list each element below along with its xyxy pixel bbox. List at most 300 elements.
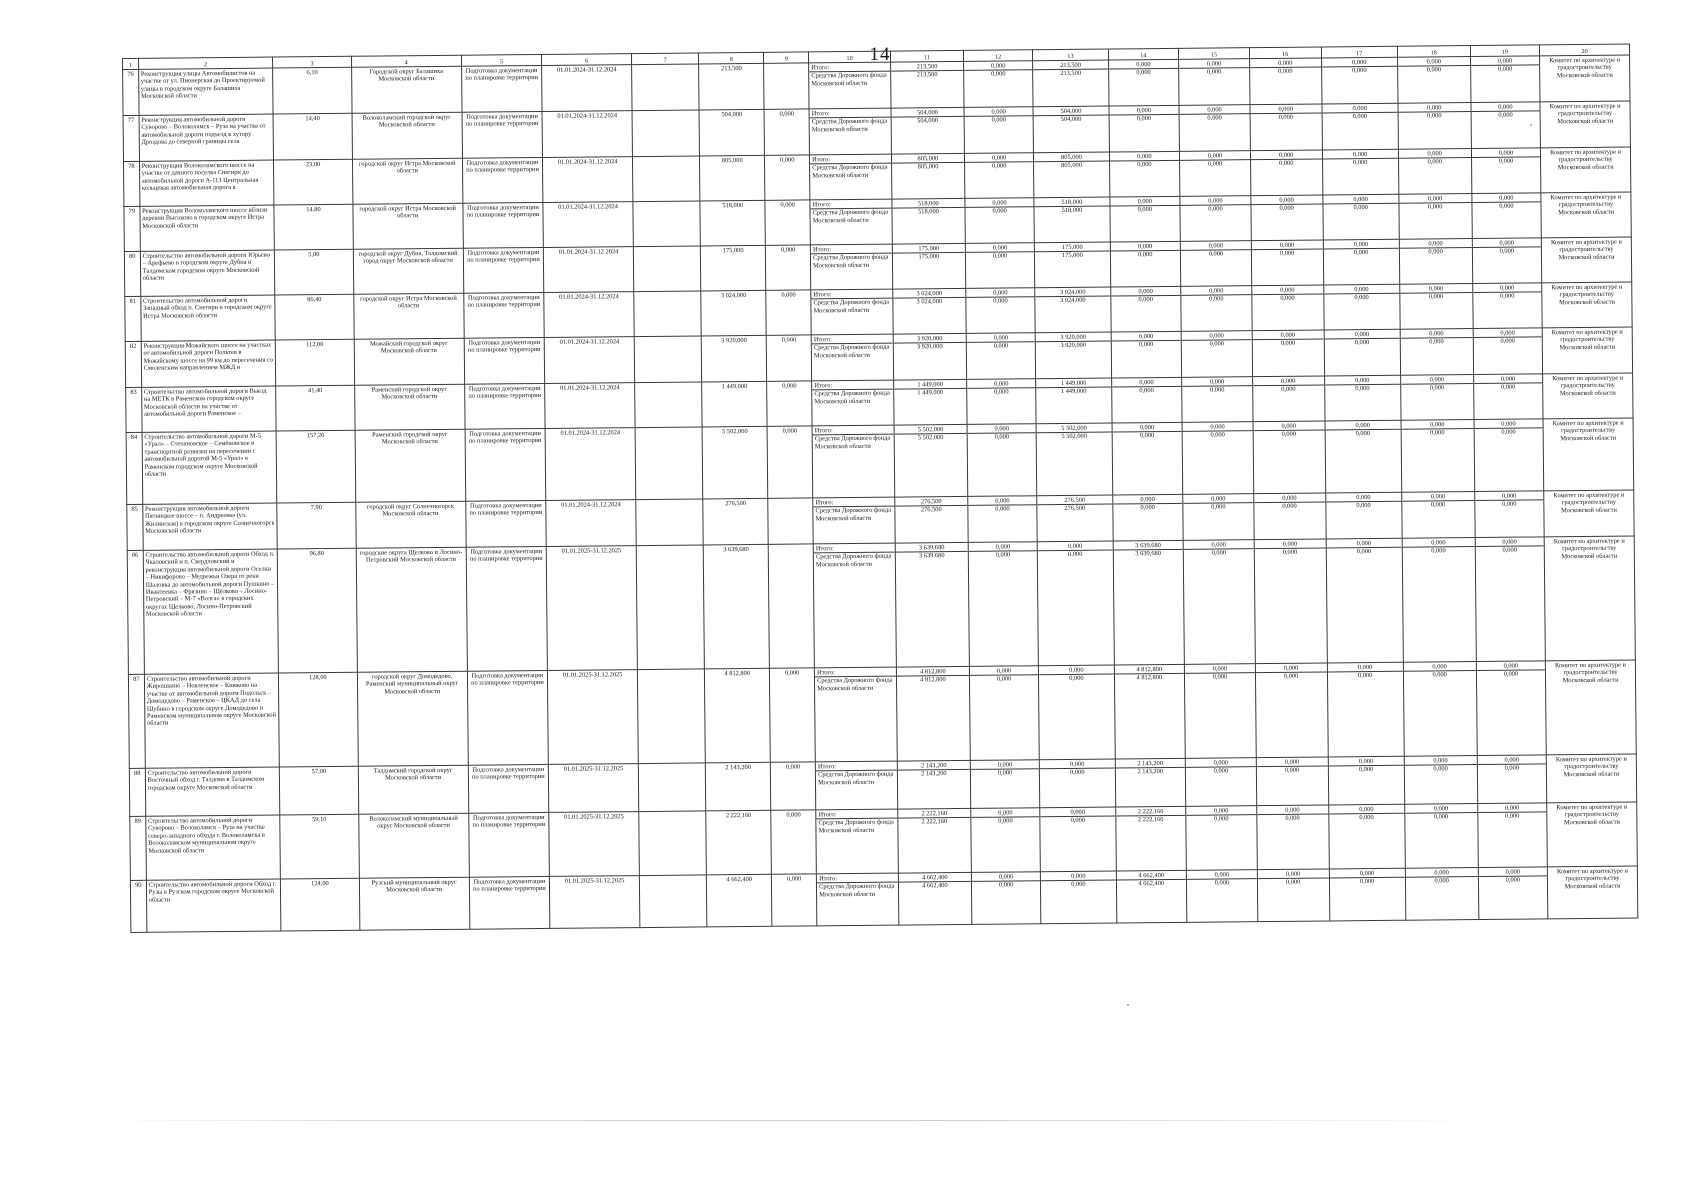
funding-year-cell xyxy=(1254,539,1327,664)
total-value: 0,000 xyxy=(1184,541,1254,550)
cost-col-9 xyxy=(764,63,809,109)
column-number: 15 xyxy=(1179,48,1250,60)
funding-year-cell xyxy=(1039,665,1115,760)
total-value: 0,000 xyxy=(1182,378,1252,387)
executor: Комитет по архитектуре и градостроительству Московской области xyxy=(1547,866,1637,919)
municipality: городские округа Щелково и Лосино-Петровский Московской области xyxy=(356,547,467,672)
row-number: 90 xyxy=(130,880,146,932)
source-value: 0,000 xyxy=(1137,206,1153,214)
source-value: 213,500 xyxy=(1060,70,1082,78)
row-number: 88 xyxy=(129,768,145,816)
stage: Подготовка документации по планировке территории xyxy=(468,764,549,813)
source-value: 0,000 xyxy=(1070,817,1086,825)
executor: Комитет по архитектуре и градостроительству Московской области xyxy=(1542,327,1632,374)
funding-year-cell xyxy=(970,760,1040,809)
funding-year-cell xyxy=(1115,758,1186,807)
total-value: 0,000 xyxy=(1250,105,1321,114)
total-value: 0,000 xyxy=(1112,424,1182,433)
total-value: 0,000 xyxy=(1179,60,1249,69)
total-value: 0,000 xyxy=(1329,806,1404,815)
source-value: 0,000 xyxy=(1500,338,1515,346)
source-value: 0,000 xyxy=(1139,432,1155,440)
funding-year-cell xyxy=(1033,106,1109,153)
source-value: 3 639,680 xyxy=(1135,550,1161,558)
total-value: 0,000 xyxy=(1039,667,1113,676)
municipality: городской округ Домодедово, Раменский муниципальный округ Московской области xyxy=(357,671,468,766)
total-cost: 4 812,800 xyxy=(705,668,771,763)
funding-year-cell xyxy=(964,153,1034,199)
cost-col-9: 0,000 xyxy=(771,810,816,874)
total-value: 0,000 xyxy=(1040,761,1114,770)
funding-year-cell xyxy=(1179,105,1250,152)
total-value: 2 222,160 xyxy=(1116,808,1186,817)
cost-col-9: 0,000 xyxy=(770,668,816,762)
total-value: 0,000 xyxy=(1111,288,1181,297)
source-value: 175,000 xyxy=(918,253,940,261)
project-name: Строительство автомобильной дороги Западный обход п. Снегири в городском округе Истра Московской области xyxy=(140,295,275,341)
funding-year-cell xyxy=(895,496,968,543)
executor: Комитет по архитектуре и градостроительству Московской области xyxy=(1543,373,1633,419)
column-number: 18 xyxy=(1397,46,1470,58)
executor: Комитет по архитектуре и градостроительству Московской области xyxy=(1543,418,1634,491)
total-label: Итого: xyxy=(811,246,892,255)
total-value: 0,000 xyxy=(1477,662,1546,671)
total-cost: 3 024,000 xyxy=(701,290,766,336)
executor: Комитет по архитектуре и градостроительству Московской области xyxy=(1541,147,1631,193)
period: 01.01.2025-31.12.2025 xyxy=(548,670,639,765)
total-value: 0,000 xyxy=(1475,538,1544,547)
stage: Подготовка документации по планировке территории xyxy=(464,337,545,384)
source-value: 0,000 xyxy=(1352,159,1368,167)
source-value: 0,000 xyxy=(1070,769,1085,777)
municipality: Рузский муниципальный округ Московской области xyxy=(359,877,469,930)
source-value: 0,000 xyxy=(1214,815,1229,823)
source-label: Средства Дорожного фонда Московской области xyxy=(815,553,892,569)
source-value: 2 143,200 xyxy=(921,770,947,778)
total-value: 4 662,400 xyxy=(899,874,971,883)
funding-year-cell xyxy=(963,61,1033,108)
source-value: 0,000 xyxy=(1136,69,1151,77)
funding-year-cell xyxy=(1255,663,1328,758)
total-value: 805,000 xyxy=(892,155,964,164)
funding-year-cell xyxy=(1252,285,1324,331)
total-value: 0,000 xyxy=(1475,492,1544,501)
column-number: 7 xyxy=(631,53,698,65)
total-value: 0,000 xyxy=(1473,329,1542,338)
funding-year-cell xyxy=(1036,332,1112,379)
total-value: 0,000 xyxy=(1478,804,1547,813)
empty-cell xyxy=(639,811,707,876)
total-value: 0,000 xyxy=(1322,105,1397,114)
project-name: Реконструкция автомобильной дороги Суворово – Волоколамск – Руза на участке от автомобильной дороги подъезд к хутору Дроздова до северной границы села xyxy=(139,114,274,161)
source-value: 0,000 xyxy=(997,769,1013,778)
funding-year-cell xyxy=(891,61,964,108)
stage: Подготовка документации по планировке территории xyxy=(465,428,546,501)
cost-col-9: 0,000 xyxy=(766,290,811,335)
executor: Комитет по архитектуре и градостроительству Московской области xyxy=(1546,660,1637,755)
funding-source xyxy=(815,667,898,762)
funding-year-cell xyxy=(1325,420,1402,493)
total-value: 0,000 xyxy=(1326,540,1401,549)
stage: Подготовка документации по планировке территории xyxy=(469,876,550,929)
stage: Подготовка документации по планировке территории xyxy=(465,500,546,547)
funding-year-cell xyxy=(1471,148,1541,194)
source-label: Средства Дорожного фонда Московской области xyxy=(813,344,890,360)
source-value: 0,000 xyxy=(1357,672,1373,680)
funding-year-cell xyxy=(898,872,971,925)
total-value: 0,000 xyxy=(1109,153,1179,162)
funding-year-cell xyxy=(968,496,1038,543)
column-number: 13 xyxy=(1033,49,1108,61)
funding-year-cell xyxy=(1473,328,1543,375)
road-length: 5,00 xyxy=(275,249,354,295)
municipality: Волоколамский городской округ Московской области xyxy=(352,112,462,159)
total-label: Итого: xyxy=(816,763,897,772)
project-name: Строительство автомобильной дороги Юрьево – Арефьево в городском округе Дубна и Талдомском городском округе Московской области xyxy=(140,250,275,296)
funding-year-cell xyxy=(1035,242,1111,288)
source-value: 0,000 xyxy=(1208,205,1223,213)
source-value: 4 662,400 xyxy=(922,882,948,890)
municipality: Раменский городской округ Московской области xyxy=(355,429,466,502)
stage: Подготовка документации по планировке территории xyxy=(463,247,544,293)
source-value: 0,000 xyxy=(1433,765,1448,773)
row-number: 86 xyxy=(127,550,144,674)
source-value: 0,000 xyxy=(1434,877,1449,885)
road-length: 57,00 xyxy=(280,766,359,815)
total-value: 0,000 xyxy=(1474,420,1543,429)
source-value: 0,000 xyxy=(1207,160,1223,168)
source-value: 2 143,200 xyxy=(1137,768,1164,776)
source-value: 3 639,680 xyxy=(918,552,945,560)
total-value: 0,000 xyxy=(1110,243,1180,252)
funding-year-cell xyxy=(1321,57,1398,104)
total-value: 0,000 xyxy=(1405,805,1477,814)
funding-year-cell xyxy=(1116,870,1187,923)
source-label: Средства Дорожного фонда Московской области xyxy=(815,507,891,523)
total-value: 0,000 xyxy=(1324,286,1399,295)
funding-year-cell xyxy=(964,107,1034,154)
funding-year-cell xyxy=(1033,60,1109,107)
total-value: 0,000 xyxy=(1113,496,1183,505)
source-label: Средства Дорожного фонда Московской области xyxy=(813,299,889,315)
total-cost: 276,500 xyxy=(703,498,768,545)
total-value: 0,000 xyxy=(965,154,1034,163)
source-value: 0,000 xyxy=(994,388,1009,397)
total-value: 2 143,200 xyxy=(898,762,970,771)
source-value: 0,000 xyxy=(1139,387,1154,395)
total-value: 0,000 xyxy=(1472,149,1541,158)
source-value: 0,000 xyxy=(1429,384,1445,392)
total-value: 0,000 xyxy=(965,199,1034,208)
source-value: 0,000 xyxy=(1359,878,1375,886)
road-length: 124,00 xyxy=(281,878,360,931)
cost-col-9: 0,000 xyxy=(765,200,810,245)
source-value: 0,000 xyxy=(1353,204,1368,212)
empty-cell xyxy=(636,499,704,546)
funding-year-cell xyxy=(1179,59,1250,106)
executor: Комитет по архитектуре и градостроительству Московской области xyxy=(1540,101,1630,148)
executor: Комитет по архитектуре и градостроительству Московской области xyxy=(1542,282,1632,328)
total-cost: 3 920,000 xyxy=(701,335,766,382)
funding-source xyxy=(817,873,899,926)
executor: Комитет по архитектуре и градостроительству Московской области xyxy=(1546,754,1636,803)
funding-year-cell xyxy=(1111,377,1182,423)
funding-year-cell xyxy=(1472,193,1542,239)
funding-year-cell xyxy=(1034,152,1110,198)
total-value: 0,000 xyxy=(1187,871,1257,880)
total-value: 0,000 xyxy=(1254,540,1325,549)
source-value: 0,000 xyxy=(1136,115,1152,123)
total-value: 0,000 xyxy=(1185,665,1255,674)
road-length: 6,10 xyxy=(273,67,352,114)
total-value: 2 222,160 xyxy=(898,810,970,819)
period: 01.01.2024-31.12.2024 xyxy=(546,500,636,547)
source-value: 518,000 xyxy=(918,208,939,216)
road-length: 7,90 xyxy=(277,502,356,549)
source-value: 0,000 xyxy=(1432,671,1447,679)
total-label: Итого: xyxy=(813,427,894,436)
total-value: 175,000 xyxy=(893,245,965,254)
source-value: 213,500 xyxy=(916,71,938,79)
stage: Подготовка документации по планировке территории xyxy=(463,292,544,338)
source-value: 0,000 xyxy=(1355,430,1371,438)
source-value: 0,000 xyxy=(1209,340,1224,348)
row-number: 77 xyxy=(123,115,139,161)
total-value: 276,500 xyxy=(895,498,967,507)
total-value: 0,000 xyxy=(1327,664,1402,673)
funding-year-cell xyxy=(898,808,971,873)
source-value: 0,000 xyxy=(1281,386,1296,394)
funding-year-cell xyxy=(971,808,1041,873)
funding-year-cell xyxy=(893,288,966,334)
road-length: 14,80 xyxy=(274,204,353,250)
source-value: 0,000 xyxy=(991,162,1007,171)
source-label: Средства Дорожного фонда Московской области xyxy=(812,164,888,180)
source-value: 0,000 xyxy=(1500,293,1515,301)
funding-year-cell xyxy=(1113,540,1185,665)
funding-year-cell xyxy=(1040,807,1116,872)
funding-year-cell xyxy=(1251,195,1323,241)
funding-year-cell xyxy=(1328,804,1405,869)
source-value: 0,000 xyxy=(1426,66,1442,74)
source-value: 0,000 xyxy=(1498,112,1513,120)
total-value: 0,000 xyxy=(1473,284,1542,293)
source-value: 0,000 xyxy=(996,675,1012,684)
funding-year-cell xyxy=(897,760,970,809)
funding-year-cell xyxy=(1108,59,1179,106)
funding-source xyxy=(813,497,895,544)
source-value: 0,000 xyxy=(1430,429,1445,437)
stage: Подготовка документации по планировке территории xyxy=(468,812,549,877)
empty-cell xyxy=(632,64,700,111)
cost-col-9: 0,000 xyxy=(765,155,810,200)
total-value: 0,000 xyxy=(1251,196,1322,205)
funding-year-cell xyxy=(1112,422,1183,495)
total-value: 0,000 xyxy=(1109,107,1179,116)
total-label: Итого: xyxy=(809,64,890,73)
source-value: 0,000 xyxy=(1284,767,1300,775)
source-value: 0,000 xyxy=(1208,250,1224,258)
source-value: 0,000 xyxy=(1068,551,1083,559)
funding-year-cell xyxy=(1476,661,1546,756)
stage: Подготовка документации по планировке территории xyxy=(466,546,548,671)
funding-year-cell xyxy=(1183,540,1255,665)
funding-year-cell xyxy=(1185,758,1256,807)
source-value: 0,000 xyxy=(1207,114,1222,122)
source-value: 4 662,400 xyxy=(1138,880,1165,888)
funding-year-cell xyxy=(1110,286,1181,332)
source-value: 0,000 xyxy=(1497,66,1513,74)
source-value: 0,000 xyxy=(1137,161,1152,169)
total-value: 3 920,000 xyxy=(894,335,966,344)
funding-year-cell xyxy=(1329,868,1406,921)
total-value: 3 024,000 xyxy=(893,290,965,299)
source-label: Средства Дорожного фонда Московской области xyxy=(813,254,889,270)
total-value: 0,000 xyxy=(1250,59,1321,68)
total-value: 5 502,000 xyxy=(895,426,967,435)
source-label: Средства Дорожного фонда Московской области xyxy=(811,118,888,134)
total-value: 0,000 xyxy=(1329,870,1404,879)
source-value: 0,000 xyxy=(998,817,1013,826)
source-value: 276,500 xyxy=(1064,505,1086,513)
column-number: 14 xyxy=(1108,48,1179,60)
column-number: 9 xyxy=(764,52,809,63)
funding-year-cell xyxy=(1035,287,1111,333)
funding-year-cell xyxy=(1181,286,1252,332)
period: 01.01.2024-31.12.2024 xyxy=(543,202,633,248)
total-value: 0,000 xyxy=(1401,376,1473,385)
source-value: 0,000 xyxy=(1278,68,1293,76)
source-value: 0,000 xyxy=(993,342,1009,351)
source-value: 0,000 xyxy=(1501,429,1516,437)
project-name: Строительство автомобильной дороги Выезд на МЕТК в Раменском городском округе Московской области на участке от автомобильной дороги Раменское – xyxy=(141,386,276,432)
total-value: 0,000 xyxy=(1471,57,1540,66)
cost-col-9 xyxy=(768,498,813,544)
funding-year-cell xyxy=(895,542,969,667)
funding-year-cell xyxy=(1399,194,1472,240)
funding-year-cell xyxy=(965,243,1035,289)
funding-year-cell xyxy=(896,666,970,761)
source-value: 175,000 xyxy=(1061,252,1083,260)
project-name: Строительство автомобильной дороги Жирошкино – Новленское – Княжово на участке от автомобильной дороги Подольск – Домодедово – Раменское – ЦКАД до села Шубино в городском округе Домодедово и Раменском муниципальном округе Московской области xyxy=(144,673,279,768)
funding-year-cell xyxy=(1040,759,1116,808)
funding-year-cell xyxy=(1401,492,1474,539)
source-value: 0,000 xyxy=(1211,503,1226,511)
funding-year-cell xyxy=(1180,151,1251,197)
funding-year-cell xyxy=(1250,150,1322,196)
source-value: 0,000 xyxy=(1352,113,1368,121)
source-label: Средства Дорожного фонда Московской области xyxy=(814,435,891,451)
total-value: 0,000 xyxy=(1404,663,1476,672)
total-label: Итого: xyxy=(810,110,891,119)
funding-year-cell xyxy=(1180,196,1251,242)
executor: Комитет по архитектуре и градостроительству Московской области xyxy=(1544,490,1634,537)
funding-year-cell xyxy=(891,153,964,199)
source-value: 0,000 xyxy=(1279,250,1295,258)
project-name: Строительство автомобильной дороги Суворово – Волоколамск – Руза на участке северо-западного обхода г. Волоколамска в Волоколамском муниципальном округе Московской области xyxy=(145,815,280,880)
total-value: 0,000 xyxy=(1474,375,1543,384)
funding-year-cell xyxy=(1251,240,1323,286)
total-value: 0,000 xyxy=(1183,423,1253,432)
source-value: 0,000 xyxy=(1428,248,1443,256)
empty-cell xyxy=(632,110,700,157)
funding-source xyxy=(811,334,893,381)
column-number: 12 xyxy=(963,50,1033,62)
row-number: 81 xyxy=(125,296,141,341)
funding-year-cell xyxy=(1115,806,1186,871)
total-value: 3 639,680 xyxy=(896,544,968,553)
funding-year-cell xyxy=(1109,105,1180,152)
funding-year-cell xyxy=(1038,541,1114,666)
source-value: 4 812,800 xyxy=(920,676,946,684)
funding-year-cell xyxy=(1399,284,1472,330)
total-value: 0,000 xyxy=(1405,757,1477,766)
stage: Подготовка документации по планировке территории xyxy=(467,670,549,765)
total-value: 0,000 xyxy=(1325,377,1400,386)
funding-year-cell xyxy=(891,107,964,154)
total-cost: 5 502,000 xyxy=(702,426,768,499)
period: 01.01.2024-31.12.2024 xyxy=(543,157,633,203)
funding-year-cell xyxy=(1399,239,1472,285)
total-value: 0,000 xyxy=(969,543,1038,552)
funding-year-cell xyxy=(1398,149,1471,195)
total-value: 0,000 xyxy=(1253,377,1324,386)
document-sheet xyxy=(122,44,1638,933)
source-value: 0,000 xyxy=(1278,160,1294,168)
total-label: Итого: xyxy=(811,291,892,300)
funding-source xyxy=(809,62,891,109)
source-value: 0,000 xyxy=(1140,504,1155,512)
cost-col-9: 0,000 xyxy=(766,335,811,381)
source-value: 518,000 xyxy=(1061,207,1083,215)
source-value: 0,000 xyxy=(1499,248,1515,256)
row-number: 78 xyxy=(123,161,139,206)
municipality: Волоколамский муниципальный округ Московской области xyxy=(358,813,468,878)
road-length: 86,40 xyxy=(275,294,354,340)
funding-year-cell xyxy=(1114,664,1186,759)
municipality: городской округ Дубна, Талдомский город округ Московской области xyxy=(353,248,463,294)
total-value: 0,000 xyxy=(1186,759,1256,768)
funding-source xyxy=(812,380,894,426)
executor: Комитет по архитектуре и градостроительству Московской области xyxy=(1544,536,1635,661)
source-value: 0,000 xyxy=(1428,293,1444,301)
total-cost: 4 662,400 xyxy=(707,874,773,927)
total-value: 0,000 xyxy=(970,667,1039,676)
total-label: Итого: xyxy=(812,336,893,345)
total-value: 0,000 xyxy=(1398,58,1470,67)
source-value: 0,000 xyxy=(1430,501,1446,509)
total-value: 0,000 xyxy=(1181,242,1251,251)
funding-year-cell xyxy=(1252,376,1324,422)
funding-year-cell xyxy=(966,288,1036,334)
source-label: Средства Дорожного фонда Московской области xyxy=(814,390,890,406)
column-number: 17 xyxy=(1321,46,1397,58)
total-value: 0,000 xyxy=(1325,422,1400,431)
source-value: 805,000 xyxy=(1061,162,1082,170)
stage: Подготовка документации по планировке территории xyxy=(461,65,542,112)
total-label: Итого: xyxy=(817,875,898,884)
total-value: 0,000 xyxy=(1323,241,1398,250)
column-number: 3 xyxy=(273,56,352,68)
total-value: 0,000 xyxy=(1258,870,1329,879)
total-value: 0,000 xyxy=(1324,331,1399,340)
total-cost: 518,000 xyxy=(700,200,765,246)
total-value: 0,000 xyxy=(1180,106,1250,115)
funding-year-cell xyxy=(1110,241,1181,287)
funding-year-cell xyxy=(1322,149,1399,195)
source-value: 0,000 xyxy=(1505,877,1521,885)
funding-year-cell xyxy=(969,666,1039,761)
